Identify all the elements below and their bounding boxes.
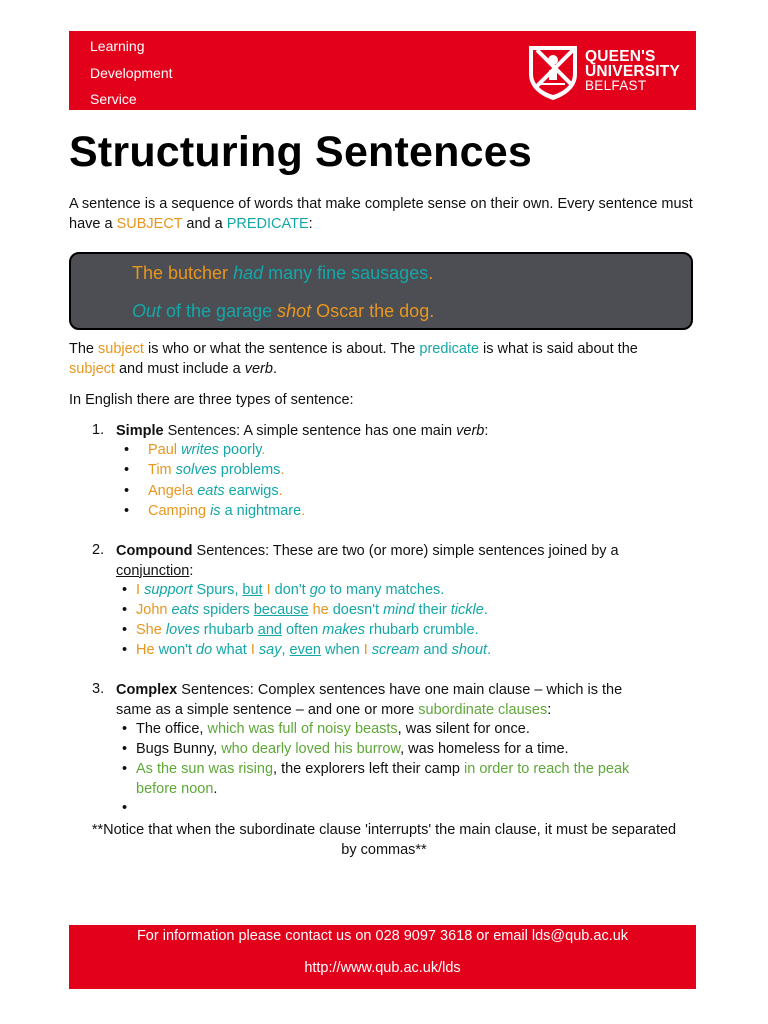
colon: : — [547, 701, 552, 718]
subject-term: subject — [69, 360, 115, 377]
example-sentence-2 — [132, 301, 434, 322]
example-verb: shot — [277, 301, 312, 321]
subject-term: SUBJECT — [116, 215, 183, 232]
service-line: Learning — [90, 38, 145, 54]
definition-text: is who or what the sentence is about. The — [143, 341, 420, 357]
definition-paragraph — [69, 340, 709, 379]
types-intro: In English there are three types of sentence: — [69, 392, 354, 408]
example-predicate: Out — [132, 301, 162, 321]
logo-line: UNIVERSITY — [585, 62, 681, 80]
university-logo — [527, 44, 687, 102]
list-item: • Paul writes poorly. — [148, 442, 265, 458]
contact-info: For information please contact us on 028 9097 3618 or email lds@qub.ac.uk — [136, 928, 629, 944]
example-predicate: of the garage — [161, 301, 278, 321]
complex-heading — [116, 681, 696, 720]
list-item: • Camping is a nightmare. — [148, 503, 305, 519]
list-item: • Tim solves problems. — [148, 462, 284, 478]
type-label: Complex — [116, 682, 178, 698]
list-number: 1. — [92, 422, 105, 438]
notice-text — [69, 820, 699, 860]
example-subject: The butcher — [132, 263, 234, 283]
verb-term: verb — [244, 360, 273, 377]
list-item: • She loves rhubarb and often makes rhubarb crumble. — [136, 621, 696, 641]
list-item: • John eats spiders because he doesn't mind their tickle. — [136, 601, 696, 621]
definition-text: . — [272, 360, 277, 377]
definition-text: The — [69, 341, 99, 357]
colon: : — [189, 562, 194, 579]
example-predicate: many fine sausages — [263, 263, 429, 283]
logo-line: QUEEN'S — [585, 48, 656, 65]
university-city: BELFAST — [585, 78, 647, 93]
list-item: • The office, which was full of noisy beasts, was silent for once. — [136, 720, 696, 740]
predicate-term: predicate — [419, 341, 480, 357]
intro-text: A sentence is a sequence of words that make complete sense on their own. Every sentence must have a — [69, 196, 693, 232]
type-label: Compound — [116, 543, 193, 559]
header-banner — [69, 31, 696, 110]
page-title: Structuring Sentences — [69, 128, 532, 176]
list-item: • As the sun was rising, the explorers left their camp in order to reach the peak before noon. — [136, 760, 696, 799]
example-period: . — [428, 263, 434, 283]
footer-banner — [69, 925, 696, 989]
subordinate-term: subordinate clauses — [418, 701, 548, 718]
intro-and: and a — [182, 215, 227, 232]
example-period: . — [429, 301, 435, 321]
type-description: Sentences: Complex sentences have one main clause – which is the — [177, 682, 623, 698]
service-name — [90, 33, 173, 113]
list-number: 3. — [92, 681, 105, 697]
predicate-term: PREDICATE — [226, 215, 309, 232]
verb-term: verb — [456, 423, 485, 439]
example-sentence-1 — [132, 263, 433, 284]
list-item: • He won't do what I say, even when I scream and shout. — [136, 641, 696, 661]
conjunction-term: conjunction — [116, 562, 190, 579]
compound-heading — [116, 542, 696, 581]
example-verb: had — [233, 263, 264, 283]
intro-colon: : — [308, 215, 313, 232]
definition-text: is what is said about the — [479, 341, 638, 357]
type-description: same as a simple sentence – and one or more — [116, 701, 419, 718]
university-name — [585, 50, 680, 79]
type-label: Simple — [116, 423, 164, 439]
list-item: • Bugs Bunny, who dearly loved his burrow, was homeless for a time. — [136, 740, 696, 760]
list-item: • Angela eats earwigs. — [148, 483, 283, 499]
service-line: Development — [90, 64, 173, 81]
crest-icon — [527, 44, 579, 102]
example-box — [69, 252, 693, 330]
subject-term: subject — [98, 341, 144, 357]
list-item: • I support Spurs, but I don't go to many matches. — [136, 581, 696, 601]
type-description: Sentences: A simple sentence has one main — [163, 423, 457, 439]
notice-line: by commas** — [341, 842, 427, 858]
definition-text: and must include a — [114, 360, 245, 377]
list-number: 2. — [92, 542, 105, 558]
service-line: Service — [90, 91, 137, 107]
simple-heading — [116, 422, 696, 442]
colon: : — [484, 423, 489, 439]
intro-paragraph — [69, 195, 709, 234]
example-subject: Oscar the dog — [311, 301, 430, 321]
type-description: Sentences: These are two (or more) simple sentences joined by a — [192, 543, 619, 559]
website-link[interactable]: http://www.qub.ac.uk/lds — [304, 960, 461, 976]
notice-line: **Notice that when the subordinate clause 'interrupts' the main clause, it must be separated — [91, 822, 677, 838]
